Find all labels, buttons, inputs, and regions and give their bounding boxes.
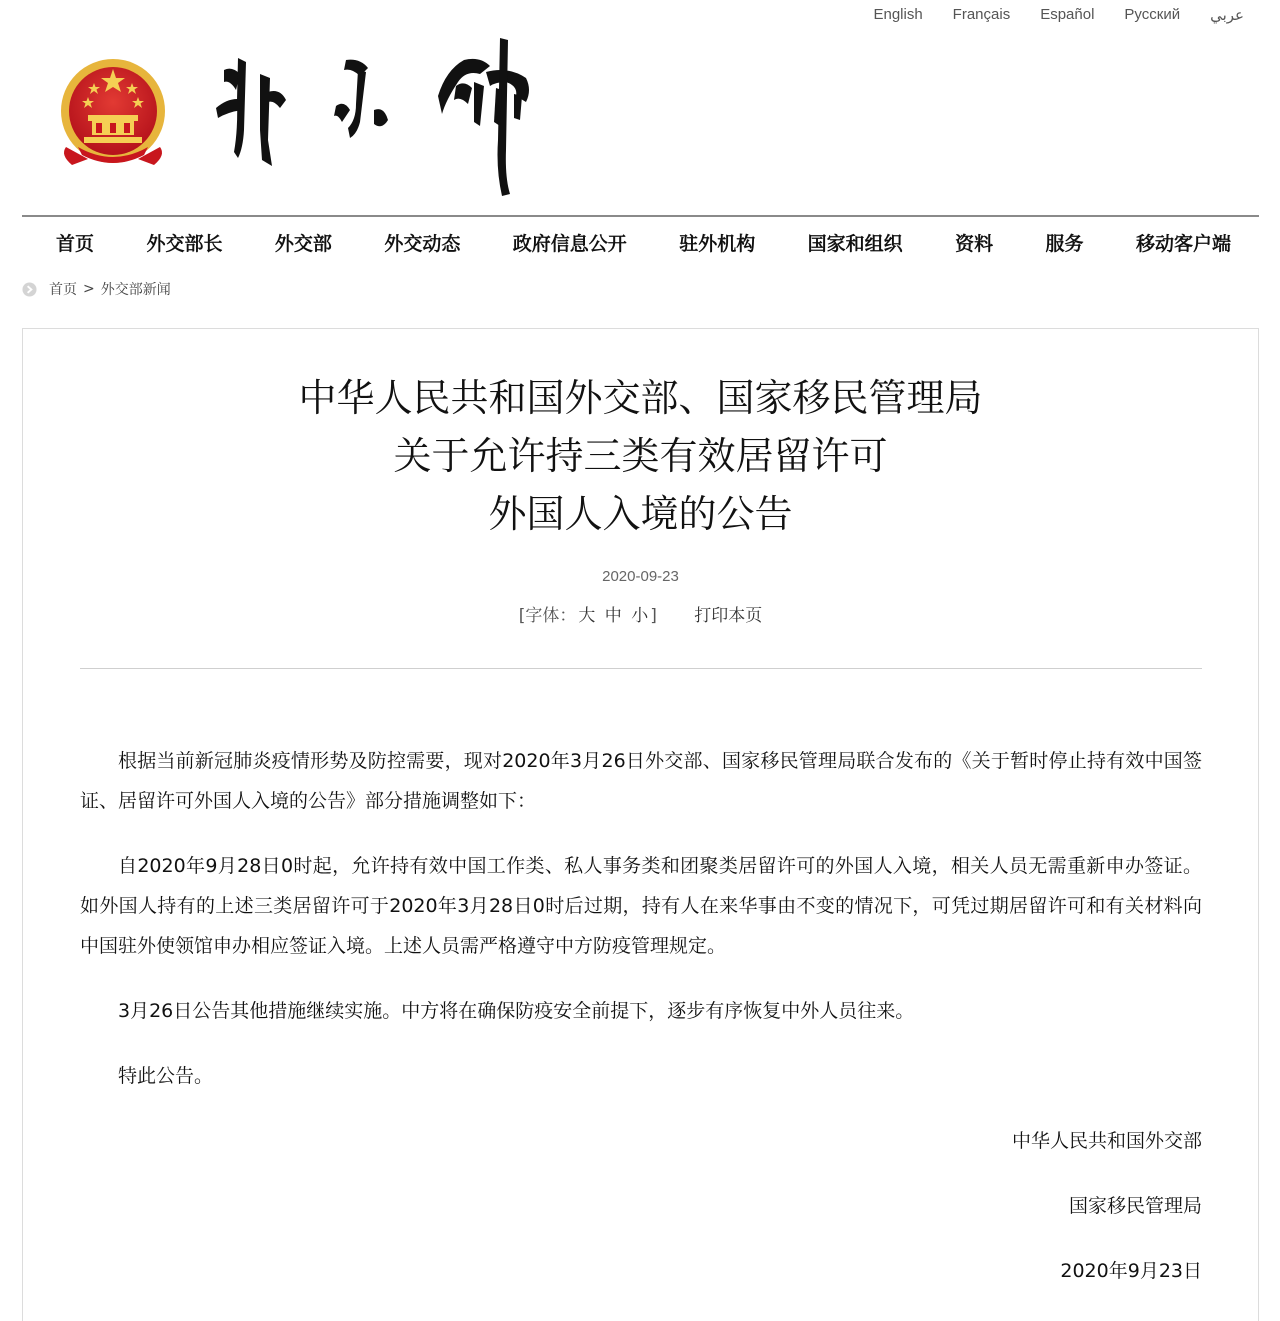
article-tools <box>23 601 1258 626</box>
nav-services[interactable]: 服务 <box>1045 232 1084 255</box>
article-panel <box>22 328 1259 1321</box>
font-size-medium[interactable]: 中 <box>604 606 622 626</box>
print-page-link[interactable]: 打印本页 <box>694 606 763 626</box>
nav-missions-abroad[interactable]: 驻外机构 <box>679 232 756 255</box>
signature-mfa: 中华人民共和国外交部 <box>1011 1130 1202 1152</box>
title-line-2: 关于允许持三类有效居留许可 <box>393 434 888 478</box>
breadcrumb-section[interactable]: 外交部新闻 <box>100 282 171 298</box>
paragraph-2: 自2020年9月28日0时起，允许持有效中国工作类、私人事务类和团聚类居留许可的外国人入境，相关人员无需重新申办签证。如外国人持有的上述三类居留许可于2020年3月28日0时后过期，持有人在来华事由不变的情况下，可凭过期居留许可和有关材料向中国驻外使领馆申办相应签证入境。上述人员需严格遵守中方防疫管理规定。 <box>80 855 1202 957</box>
breadcrumb <box>22 279 171 299</box>
paragraph-4: 特此公告。 <box>118 1065 214 1087</box>
font-size-suffix: ] <box>650 606 657 626</box>
nav-gov-info[interactable]: 政府信息公开 <box>512 232 627 255</box>
nav-diplomatic-news[interactable]: 外交动态 <box>384 232 461 255</box>
article-title <box>23 369 1258 543</box>
lang-spanish[interactable]: Español <box>1040 6 1095 23</box>
breadcrumb-home[interactable]: 首页 <box>49 282 77 298</box>
calligraphy-logo <box>210 30 540 200</box>
signature-date: 2020年9月23日 <box>1060 1260 1202 1282</box>
lang-french[interactable]: Français <box>952 6 1011 23</box>
lang-arabic[interactable]: عربي <box>1210 7 1244 24</box>
signature-nia: 国家移民管理局 <box>1068 1195 1202 1217</box>
lang-russian[interactable]: Русский <box>1124 6 1181 23</box>
site-header <box>0 0 1280 215</box>
paragraph-3: 3月26日公告其他措施继续实施。中方将在确保防疫安全前提下，逐步有序恢复中外人员往来。 <box>118 1000 915 1022</box>
nav-ministry[interactable]: 外交部 <box>274 232 332 255</box>
font-size-prefix: [字体： <box>518 606 577 626</box>
article-body <box>80 741 1202 1316</box>
national-emblem-icon <box>58 55 168 170</box>
lang-english[interactable]: English <box>873 6 923 23</box>
circle-arrow-icon <box>22 282 37 297</box>
title-line-1: 中华人民共和国外交部、国家移民管理局 <box>298 376 983 420</box>
breadcrumb-separator: > <box>83 281 95 297</box>
article-divider <box>80 668 1202 669</box>
title-line-3: 外国人入境的公告 <box>488 492 793 536</box>
nav-resources[interactable]: 资料 <box>955 232 994 255</box>
article-date: 2020-09-23 <box>602 568 679 585</box>
font-size-small[interactable]: 小 <box>631 606 649 626</box>
font-size-large[interactable]: 大 <box>578 606 596 626</box>
nav-countries-orgs[interactable]: 国家和组织 <box>807 232 903 255</box>
paragraph-1: 根据当前新冠肺炎疫情形势及防控需要，现对2020年3月26日外交部、国家移民管理局联合发布的《关于暂时停止持有效中国签证、居留许可外国人入境的公告》部分措施调整如下： <box>80 750 1202 812</box>
nav-minister[interactable]: 外交部长 <box>146 232 223 255</box>
nav-mobile-client[interactable]: 移动客户端 <box>1135 232 1231 255</box>
nav-home[interactable]: 首页 <box>56 232 95 255</box>
main-nav <box>22 215 1259 267</box>
